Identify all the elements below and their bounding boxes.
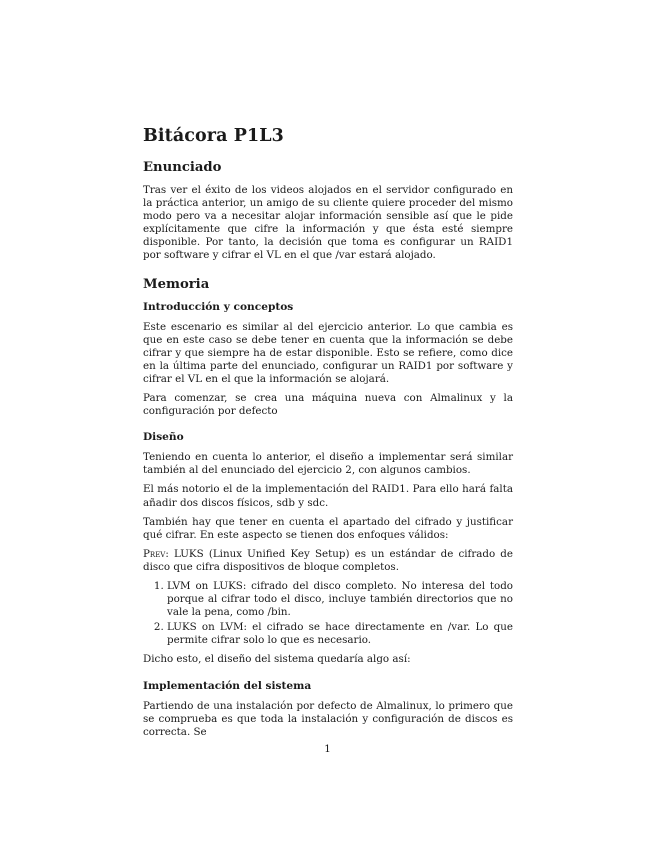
enunciado-paragraph: Tras ver el éxito de los videos alojados en el servidor configurado en la práctica anterior, un amigo de su cliente quiere proceder del mismo modo pero va a necesitar alojar información sensible así que le pide explícitamente que cifre la información y que ésta esté siempre disponible. Por tanto, la decisión que toma es configurar un RAID1 por software y cifrar el VL en el que /var estará alojado.	[143, 184, 513, 262]
diseno-paragraph-4: Dicho esto, el diseño del sistema quedaría algo así:	[143, 653, 411, 666]
subsection-heading-implementacion: Implementación del sistema	[143, 679, 312, 692]
section-heading-enunciado: Enunciado	[143, 160, 222, 175]
intro-paragraph-2: Para comenzar, se crea una máquina nueva con Almalinux y la configuración por defecto	[143, 392, 513, 418]
page-content	[143, 126, 513, 745]
diseno-paragraph-3: También hay que tener en cuenta el apartado del cifrado y justificar qué cifrar. En este aspecto se tienen dos enfoques válidos:	[143, 515, 513, 541]
prev-text: LUKS (Linux Unified Key Setup) es un estándar de cifrado de disco que cifra dispositivos de bloque completos.	[143, 547, 513, 573]
list-item: 1. LVM on LUKS: cifrado del disco completo. No interesa del todo porque al cifrar todo el disco, incluye también directorios que no vale la pena, como /bin.	[167, 580, 513, 619]
intro-paragraph-1: Este escenario es similar al del ejercicio anterior. Lo que cambia es que en este caso se debe tener en cuenta que la información se debe cifrar y que siempre ha de estar disponible. Esto se refiere, como dice en la última parte del enunciado, configurar un RAID1 por software y cifrar el VL en el que la información se alojará.	[143, 320, 513, 385]
subsection-heading-intro: Introducción y conceptos	[143, 300, 294, 313]
encryption-approaches-list	[143, 580, 513, 647]
prev-paragraph	[143, 548, 513, 574]
document-title: Bitácora P1L3	[143, 126, 284, 146]
section-heading-memoria: Memoria	[143, 276, 210, 292]
subsection-heading-diseno: Diseño	[143, 431, 184, 444]
list-item: 2. LUKS on LVM: el cifrado se hace directamente en /var. Lo que permite cifrar solo lo que es necesario.	[167, 621, 513, 647]
prev-label: Prev:	[143, 547, 169, 560]
implementacion-paragraph-1: Partiendo de una instalación por defecto de Almalinux, lo primero que se comprueba es que toda la instalación y configuración de discos es correcta. Se	[143, 699, 513, 738]
diseno-paragraph-1: Teniendo en cuenta lo anterior, el diseño a implementar será similar también al del enunciado del ejercicio 2, con algunos cambios.	[143, 451, 513, 477]
page-number: 1	[324, 743, 331, 755]
diseno-paragraph-2: El más notorio el de la implementación del RAID1. Para ello hará falta añadir dos discos físicos, sdb y sdc.	[143, 483, 513, 509]
